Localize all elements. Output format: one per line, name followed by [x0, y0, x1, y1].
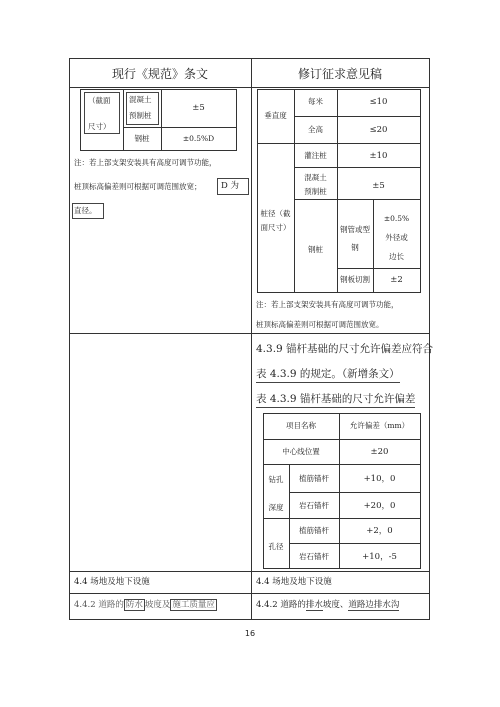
- rt-row3: [294, 167, 420, 168]
- right-note-2: 桩顶标高偏差则可根据可调范围放宽。: [256, 320, 384, 329]
- header-left: 现行《规范》条文: [111, 67, 208, 81]
- anchor-col2: [339, 413, 340, 569]
- tube-2: 钢: [351, 243, 359, 252]
- frame-bottom: [69, 619, 430, 620]
- frame-right: [429, 58, 430, 620]
- anchor-row1: [263, 439, 420, 440]
- concrete-val: ±5: [192, 103, 205, 113]
- anchor-row4: [263, 518, 420, 519]
- rebar-anchor-1: 植筋锚杆: [299, 474, 329, 483]
- hole-dia-label: 孔径: [268, 542, 284, 551]
- left-442-row: [74, 601, 217, 610]
- section-44-right: 4.4 场地及地下设施: [256, 577, 332, 587]
- left-442-b: 防水: [125, 600, 143, 610]
- lt-right: [236, 89, 237, 151]
- right-442-row: [256, 601, 399, 610]
- table-439-title: 表 4.3.9 锚杆基础的尺寸允许偏差: [256, 394, 415, 408]
- column-divider: [251, 58, 252, 620]
- frame-top: [69, 58, 430, 59]
- steel-val: ±0.5%D: [182, 134, 215, 143]
- plate-val: ±2: [390, 275, 403, 285]
- anchor-bottom: [263, 568, 420, 569]
- header-right: 修订征求意见稿: [297, 67, 382, 81]
- rock-anchor-2: 岩石锚杆: [299, 552, 329, 561]
- plate-cut: 钢板切割: [340, 275, 370, 284]
- rt-left: [257, 89, 258, 293]
- left-note-3: 直径。: [74, 206, 97, 215]
- row-divider-3: [69, 593, 430, 594]
- rock-anchor-1: 岩石锚杆: [299, 501, 329, 510]
- anchor-right: [420, 413, 421, 569]
- header-divider: [69, 87, 430, 88]
- left-442-c: 坡度及: [144, 600, 171, 610]
- page-number: 16: [244, 629, 256, 638]
- steel-label: 钢桩: [134, 134, 150, 143]
- full-height: 全高: [308, 125, 323, 134]
- rt-row4: [294, 199, 420, 200]
- right-note-1: 注：若上部支架安装具有高度可调节功能，: [256, 300, 399, 309]
- lt-top: [80, 89, 236, 90]
- d-word: D 为: [221, 181, 240, 191]
- right-442-d: 道路边排水沟: [348, 600, 400, 610]
- rock-anchor-2-val: +10，-5: [362, 552, 397, 562]
- left-442-d: 施工质量应: [172, 600, 215, 610]
- anchor-row3: [289, 492, 420, 493]
- center-val: ±20: [370, 447, 389, 457]
- right-442-a: 4.4.2 道路的: [256, 600, 306, 610]
- col-tol: 允许偏差（mm）: [349, 421, 410, 430]
- anchor-row5: [289, 543, 420, 544]
- anchor-row2: [263, 464, 420, 465]
- lt-left: [80, 89, 81, 151]
- rebar-anchor-2-val: +2，0: [366, 526, 393, 536]
- section-44-left: 4.4 场地及地下设施: [74, 577, 150, 587]
- rt-bottom: [257, 292, 420, 293]
- section-439-line1: 4.3.9 锚杆基础的尺寸允许偏差应符合: [256, 343, 434, 355]
- left-note-2: 桩顶标高偏差则可根据可调范围放宽；: [74, 182, 202, 191]
- per-meter-val: ≤10: [369, 97, 388, 107]
- precast-val: ±5: [372, 181, 385, 191]
- full-height-val: ≤20: [369, 125, 388, 135]
- tube-val-3: 边长: [389, 252, 404, 261]
- cast-pile: 灌注桩: [304, 151, 327, 160]
- lt-bottom: [80, 150, 236, 151]
- rt-top: [257, 89, 420, 90]
- anchor-top: [263, 413, 420, 414]
- precast-1: 混凝土: [304, 173, 327, 182]
- tube-val-1: ±0.5%: [383, 214, 410, 223]
- rt-row1: [294, 116, 420, 117]
- dim-label-2: 尺寸）: [88, 122, 111, 131]
- drill-label: 钻孔: [268, 475, 284, 484]
- row-divider-2: [69, 571, 430, 572]
- cast-val: ±10: [369, 151, 388, 161]
- right-442-c: 坡度、: [322, 600, 349, 610]
- rt-row5: [337, 268, 420, 269]
- tube-1: 钢管或型: [340, 225, 370, 234]
- pile-dia-2: 面尺寸）: [260, 223, 291, 232]
- vertical-label: 垂直度: [264, 111, 287, 120]
- left-note-1: 注：若上部支架安装具有高度可调节功能，: [74, 158, 217, 167]
- concrete-2: 预制桩: [129, 111, 152, 120]
- rt-row2: [257, 143, 420, 144]
- right-442-b: 排水: [305, 600, 323, 610]
- rebar-anchor-2: 植筋锚杆: [299, 526, 329, 535]
- lt-row: [123, 127, 236, 128]
- rebar-anchor-1-val: +10，0: [363, 474, 396, 484]
- depth-label: 深度: [268, 503, 284, 512]
- row-divider-1: [69, 333, 430, 334]
- center-label: 中心线位置: [282, 447, 320, 456]
- tube-val-2: 外径或: [385, 233, 408, 242]
- dim-label-1: （截面: [88, 96, 111, 105]
- left-442-a: 4.4.2 道路的: [74, 600, 124, 610]
- concrete-1: 混凝土: [129, 95, 152, 104]
- section-439-line2: 表 4.3.9 的规定。（新增条文）: [256, 369, 400, 383]
- col-item: 项目名称: [286, 421, 316, 430]
- steel-pile: 钢桩: [308, 245, 323, 254]
- pile-dia-1: 桩径（截: [260, 209, 291, 218]
- precast-2: 预制桩: [304, 187, 327, 196]
- per-meter: 每米: [308, 97, 323, 106]
- frame-left: [69, 58, 70, 620]
- rock-anchor-1-val: +20，0: [363, 501, 396, 511]
- rt-col3: [337, 89, 338, 293]
- rt-right: [420, 89, 421, 293]
